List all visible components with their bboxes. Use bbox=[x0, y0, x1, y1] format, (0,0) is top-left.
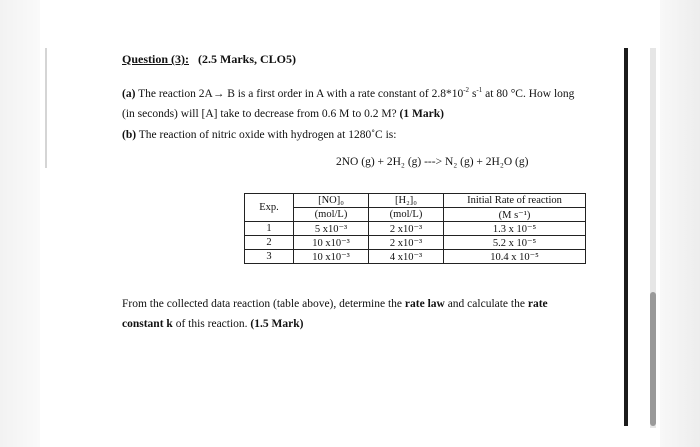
part-a-marks: (1 Mark) bbox=[399, 108, 444, 120]
header-exp: Exp. bbox=[245, 194, 294, 222]
header-rate: Initial Rate of reaction bbox=[444, 194, 586, 208]
cell-h2: 2 x10⁻³ bbox=[369, 236, 444, 250]
closing-marks: (1.5 Mark) bbox=[250, 318, 304, 330]
question-marks: (2.5 Marks, CLO5) bbox=[198, 52, 296, 66]
rate-exponent: -2 bbox=[463, 86, 470, 95]
part-b-label: (b) bbox=[122, 129, 137, 141]
rate-data-table bbox=[244, 193, 586, 264]
unit-exponent: -1 bbox=[476, 86, 483, 95]
right-page-margin bbox=[660, 0, 700, 447]
header-h2: [H₂]₀ bbox=[369, 194, 444, 208]
header-h2-unit: (mol/L) bbox=[369, 208, 444, 222]
table-row bbox=[245, 250, 586, 264]
left-border-line bbox=[45, 48, 47, 168]
cell-no: 5 x10⁻³ bbox=[294, 222, 369, 236]
closing-text-1: From the collected data reaction (table above), determine the bbox=[122, 298, 405, 310]
part-a-line-1 bbox=[122, 88, 574, 100]
part-b-text: The reaction of nitric oxide with hydrogen at 1280˚C is: bbox=[138, 129, 397, 141]
table-unit-row bbox=[245, 208, 586, 222]
right-border-line bbox=[624, 48, 628, 426]
scrollbar-thumb[interactable] bbox=[650, 292, 656, 426]
reaction-equation: 2NO (g) + 2H₂ (g) ---> N₂ (g) + 2H₂O (g) bbox=[336, 156, 529, 168]
part-b-line-1 bbox=[122, 129, 396, 141]
part-a-question: (in seconds) will [A] take to decrease from 0.6 M to 0.2 M? bbox=[122, 108, 400, 120]
reaction-arrow: → bbox=[212, 88, 225, 100]
header-no-unit: (mol/L) bbox=[294, 208, 369, 222]
header-rate-unit: (M s⁻¹) bbox=[444, 208, 586, 222]
closing-line-1 bbox=[122, 298, 548, 310]
closing-line-2 bbox=[122, 318, 303, 330]
cell-h2: 2 x10⁻³ bbox=[369, 222, 444, 236]
question-title: Question (3): bbox=[122, 52, 189, 66]
question-heading bbox=[122, 52, 296, 67]
cell-exp: 2 bbox=[245, 236, 294, 250]
part-a-text-2: B is a first order in A with a rate constant of 2.8*10 bbox=[224, 88, 464, 100]
cell-no: 10 x10⁻³ bbox=[294, 236, 369, 250]
cell-exp: 3 bbox=[245, 250, 294, 264]
header-no: [NO]₀ bbox=[294, 194, 369, 208]
cell-rate: 10.4 x 10⁻⁵ bbox=[444, 250, 586, 264]
left-page-margin bbox=[0, 0, 40, 447]
table-row bbox=[245, 236, 586, 250]
cell-rate: 5.2 x 10⁻⁵ bbox=[444, 236, 586, 250]
cell-no: 10 x10⁻³ bbox=[294, 250, 369, 264]
cell-h2: 4 x10⁻³ bbox=[369, 250, 444, 264]
document-page bbox=[60, 0, 620, 447]
part-a-label: (a) bbox=[122, 88, 136, 100]
table-row bbox=[245, 222, 586, 236]
cell-rate: 1.3 x 10⁻⁵ bbox=[444, 222, 586, 236]
part-a-text-3: at 80 °C. How long bbox=[482, 88, 575, 100]
closing-rate: rate bbox=[527, 298, 548, 310]
closing-constant-k: constant k bbox=[122, 318, 173, 330]
closing-text-3: of this reaction. bbox=[172, 318, 251, 330]
table-header-row bbox=[245, 194, 586, 208]
part-a-line-2 bbox=[122, 108, 444, 120]
cell-exp: 1 bbox=[245, 222, 294, 236]
part-a-text-1: The reaction 2A bbox=[138, 88, 213, 100]
closing-rate-law: rate law bbox=[404, 298, 445, 310]
part-a-unit: s bbox=[469, 88, 477, 100]
closing-text-2: and calculate the bbox=[444, 298, 528, 310]
